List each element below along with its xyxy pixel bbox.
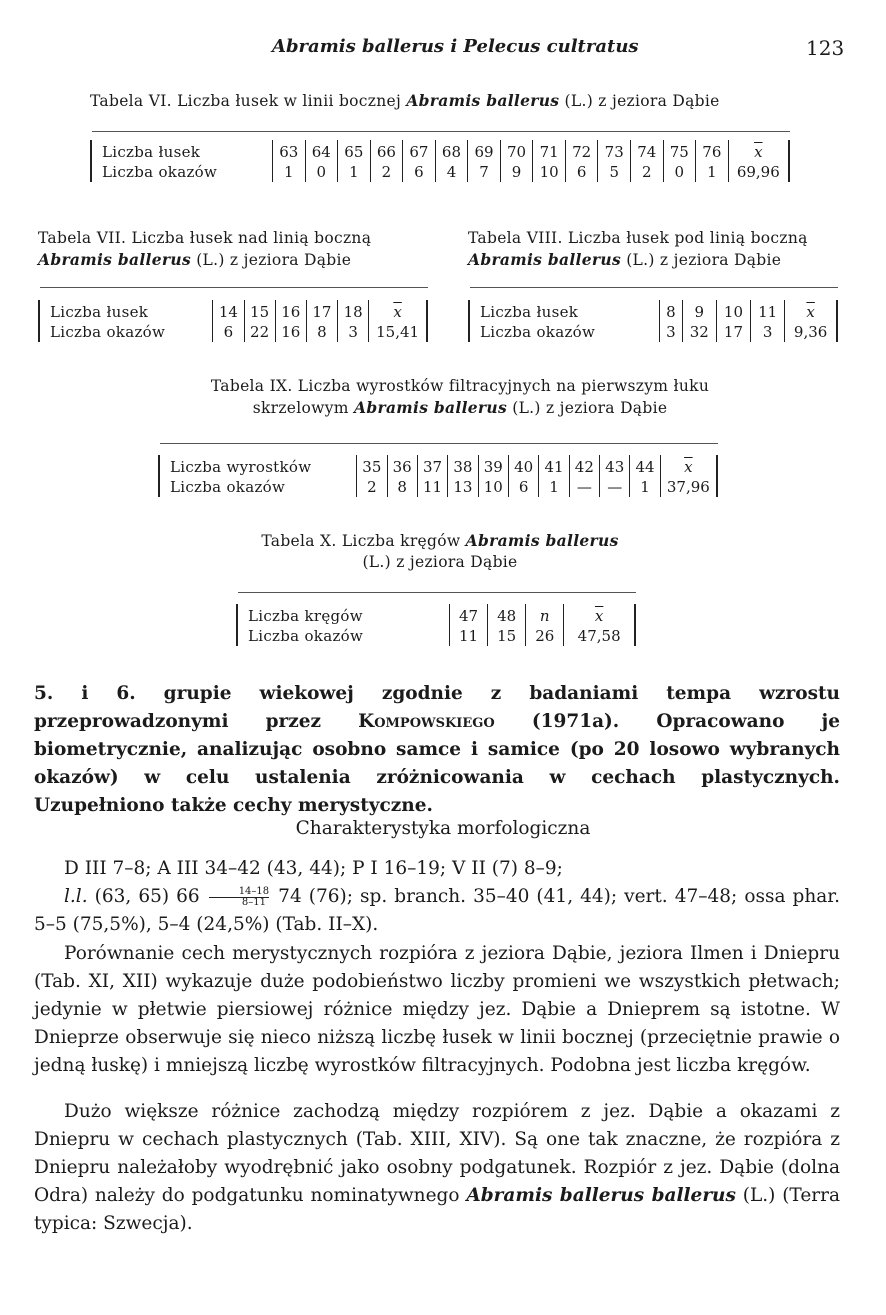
- row-label: Liczba okazów: [469, 322, 660, 342]
- value-cell: 8: [306, 322, 337, 342]
- table-8-rule: [470, 287, 838, 288]
- header-cell: 67: [403, 140, 436, 162]
- body-paragraph-2: Porównanie cech merystycznych rozpióra z jeziora Dąbie, jeziora Ilmen i Dniepru (Tab. XI, XII) wykazuje duże podobieństwo liczby promieni we wszystkich płetwach; jedynie w płetwie piersiowej różnice między jez. Dąbie a Dnieprem są istotne. W Dnieprze obserwuje się nieco niższą liczbę łusek w linii bocznej (przeciętnie prawie o jedną łuskę) i mniejszą liczbę wyrostków filtracyjnych. Podobna jest liczba kręgów.: [34, 943, 840, 1076]
- table-8-caption: Tabela VIII. Liczba łusek pod linią boczną Abramis ballerus (L.) z jeziora Dąbie: [468, 229, 808, 269]
- value-cell: 26: [526, 626, 564, 646]
- table-8: [468, 300, 838, 342]
- value-cell: 6: [403, 162, 436, 182]
- header-cell: $\overline{x}$: [369, 300, 427, 322]
- header-cell: $\overline{x}$: [728, 140, 789, 162]
- page-number: 123: [806, 36, 845, 60]
- value-cell: 15: [488, 626, 526, 646]
- header-cell: 63: [272, 140, 305, 162]
- header-cell: 17: [306, 300, 337, 322]
- header-cell: 48: [488, 604, 526, 626]
- table-7-rule: [40, 287, 428, 288]
- header-cell: n: [526, 604, 564, 626]
- value-cell: 9: [500, 162, 533, 182]
- header-cell: 72: [565, 140, 598, 162]
- header-cell: 47: [449, 604, 487, 626]
- value-cell: 37,96: [660, 477, 717, 497]
- body-paragraph-1: 5. i 6. grupie wiekowej zgodnie z badaniami tempa wzrostu przeprowadzonymi przez Kompowskiego (1971a). Opracowano je biometrycznie, analizując osobno samce i samice (po 20 losowo wybranych okazów) w celu ustalenia zróżnicowania w cechach plastycznych. Uzupełniono także cechy merystyczne.: [34, 683, 840, 816]
- value-cell: 15,41: [369, 322, 427, 342]
- running-head-title: Abramis ballerus i Pelecus cultratus: [272, 36, 639, 57]
- value-cell: 69,96: [728, 162, 789, 182]
- value-cell: 11: [449, 626, 487, 646]
- table-9-rule: [160, 443, 718, 444]
- value-cell: 47,58: [564, 626, 635, 646]
- value-cell: 0: [305, 162, 338, 182]
- header-cell: 16: [275, 300, 306, 322]
- row-label: Liczba wyrostków: [159, 455, 357, 477]
- table-6: [90, 140, 790, 182]
- fraction: $\frac{14-18}{8-11}$: [209, 887, 269, 908]
- value-cell: 0: [663, 162, 696, 182]
- value-cell: 10: [478, 477, 508, 497]
- value-cell: 13: [448, 477, 478, 497]
- value-cell: 17: [716, 322, 750, 342]
- header-cell: 40: [508, 455, 538, 477]
- row-label: Liczba okazów: [91, 162, 272, 182]
- value-cell: 2: [370, 162, 403, 182]
- header-cell: $\overline{x}$: [660, 455, 717, 477]
- header-cell: 68: [435, 140, 468, 162]
- header-cell: $\overline{x}$: [564, 604, 635, 626]
- value-cell: 10: [533, 162, 566, 182]
- header-cell: 73: [598, 140, 631, 162]
- value-cell: —: [569, 477, 599, 497]
- header-cell: 38: [448, 455, 478, 477]
- table-7-caption: Tabela VII. Liczba łusek nad linią boczną Abramis ballerus (L.) z jeziora Dąbie: [38, 229, 372, 269]
- header-cell: 9: [682, 300, 716, 322]
- value-cell: 6: [213, 322, 244, 342]
- value-cell: 11: [417, 477, 447, 497]
- value-cell: 7: [468, 162, 501, 182]
- header-cell: 66: [370, 140, 403, 162]
- row-label: Liczba łusek: [469, 300, 660, 322]
- value-cell: —: [600, 477, 630, 497]
- value-cell: 1: [338, 162, 371, 182]
- value-cell: 1: [630, 477, 660, 497]
- value-cell: 3: [338, 322, 369, 342]
- value-cell: 1: [539, 477, 569, 497]
- row-label: Liczba łusek: [39, 300, 213, 322]
- value-cell: 8: [387, 477, 417, 497]
- value-cell: 3: [660, 322, 683, 342]
- value-cell: 3: [751, 322, 785, 342]
- value-cell: 6: [565, 162, 598, 182]
- header-cell: 35: [357, 455, 387, 477]
- row-label: Liczba okazów: [159, 477, 357, 497]
- table-7: [38, 300, 428, 342]
- value-cell: 16: [275, 322, 306, 342]
- header-cell: 14: [213, 300, 244, 322]
- header-cell: $\overline{x}$: [785, 300, 837, 322]
- header-cell: 11: [751, 300, 785, 322]
- header-cell: 8: [660, 300, 683, 322]
- header-cell: 36: [387, 455, 417, 477]
- header-cell: 75: [663, 140, 696, 162]
- row-label: Liczba łusek: [91, 140, 272, 162]
- value-cell: 2: [630, 162, 663, 182]
- header-cell: 76: [696, 140, 729, 162]
- table-6-rule: [92, 131, 790, 132]
- header-cell: 39: [478, 455, 508, 477]
- header-cell: 74: [630, 140, 663, 162]
- header-cell: 69: [468, 140, 501, 162]
- author-name: Kompowskiego: [358, 711, 495, 732]
- row-label: Liczba okazów: [39, 322, 213, 342]
- formula-block: D III 7–8; A III 34–42 (43, 44); P I 16–19; V II (7) 8–9; l.l. (63, 65) 66 $\frac{14-18}{8-11}$ 74 (76); sp. branch. 35–40 (41, 44); vert. 47–48; ossa phar. 5–5 (75,5%), 5–4 (24,5%) (Tab. II–X).: [34, 855, 840, 939]
- header-cell: 70: [500, 140, 533, 162]
- formula-line-1: D III 7–8; A III 34–42 (43, 44); P I 16–19; V II (7) 8–9;: [64, 858, 563, 879]
- value-cell: 22: [244, 322, 275, 342]
- row-label: Liczba kręgów: [237, 604, 449, 626]
- table-9-caption: Tabela IX. Liczba wyrostków filtracyjnych na pierwszym łuku skrzelowym Abramis ballerus (L.) z jeziora Dąbie: [210, 377, 710, 417]
- value-cell: 5: [598, 162, 631, 182]
- header-cell: 42: [569, 455, 599, 477]
- header-cell: 15: [244, 300, 275, 322]
- header-cell: 37: [417, 455, 447, 477]
- table-6-caption: Tabela VI. Liczba łusek w linii bocznej Abramis ballerus (L.) z jeziora Dąbie: [90, 91, 720, 110]
- table-10-rule: [238, 592, 636, 593]
- value-cell: 1: [696, 162, 729, 182]
- header-cell: 65: [338, 140, 371, 162]
- body-paragraph-3: Dużo większe różnice zachodzą między rozpiórem z jez. Dąbie a okazami z Dniepru w cechach plastycznych (Tab. XIII, XIV). Są one tak znaczne, że rozpióra z Dniepru należałoby wyodrębnić jako osobny podgatunek. Rozpiór z jez. Dąbie (dolna Odra) należy do podgatunku nominatywnego Abramis ballerus ballerus (L.) (Terra typica: Szwecja).: [34, 1101, 840, 1234]
- value-cell: 1: [272, 162, 305, 182]
- header-cell: 44: [630, 455, 660, 477]
- header-cell: 10: [716, 300, 750, 322]
- header-cell: 41: [539, 455, 569, 477]
- table-10-caption: Tabela X. Liczba kręgów Abramis ballerus (L.) z jeziora Dąbie: [261, 531, 619, 571]
- table-9: [158, 455, 718, 497]
- header-cell: 71: [533, 140, 566, 162]
- section-heading: Charakterystyka morfologiczna: [295, 818, 591, 839]
- value-cell: 2: [357, 477, 387, 497]
- table-10: [236, 604, 636, 646]
- value-cell: 32: [682, 322, 716, 342]
- value-cell: 6: [508, 477, 538, 497]
- value-cell: 4: [435, 162, 468, 182]
- header-cell: 18: [338, 300, 369, 322]
- header-cell: 43: [600, 455, 630, 477]
- header-cell: 64: [305, 140, 338, 162]
- value-cell: 9,36: [785, 322, 837, 342]
- row-label: Liczba okazów: [237, 626, 449, 646]
